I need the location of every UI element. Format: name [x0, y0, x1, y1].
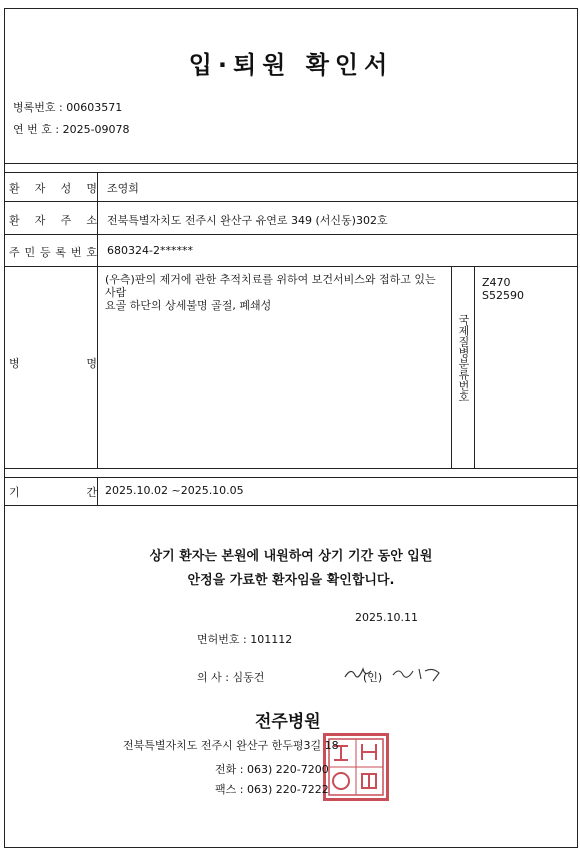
license-number-label: 면허번호 : [197, 633, 247, 646]
certification-line: 상기 환자는 본원에 내원하여 상기 기간 동안 입원 [149, 549, 433, 564]
doctor-name: 심동건 [232, 671, 265, 684]
period-value: 2025.10.02 ~2025.10.05 [105, 484, 244, 497]
doctor-label: 의 사 : [197, 671, 229, 684]
license-number-value: 101112 [250, 633, 293, 646]
divider [5, 477, 577, 478]
record-number-label: 병록번호 : [13, 101, 63, 114]
icd-code-label: 국제질병분류번호 [457, 314, 470, 402]
doctor [197, 669, 264, 685]
serial-number [13, 121, 130, 137]
period-label: 기 간 [9, 486, 97, 499]
patient-address-label: 환 자 주 소 [9, 214, 97, 227]
divider [5, 201, 577, 202]
seal-placeholder: (인) [363, 671, 383, 684]
divider [451, 266, 452, 468]
divider [474, 266, 475, 468]
divider [97, 172, 98, 468]
hospital-fax [215, 781, 329, 797]
divider [97, 477, 98, 505]
record-number-value: 00603571 [66, 101, 123, 114]
document-title: 입·퇴원 확인서 [188, 51, 394, 79]
icd-codes [482, 276, 524, 302]
serial-number-value: 2025-09078 [62, 123, 130, 136]
serial-number-label: 연 번 호 : [13, 123, 60, 136]
divider [5, 505, 577, 506]
hospital-name: 전주병원 [255, 712, 321, 732]
divider [5, 266, 577, 267]
hospital-phone [215, 761, 329, 777]
icd-code: S52590 [482, 289, 524, 302]
diagnosis-value [105, 273, 445, 312]
fax-value: 063) 220-7222 [246, 783, 329, 796]
diagnosis-line: 요골 하단의 상세불명 골절, 폐쇄성 [105, 299, 272, 312]
divider [5, 234, 577, 235]
resident-number-value: 680324-2****** [107, 244, 193, 257]
license-number [197, 631, 292, 647]
phone-value: 063) 220-7200 [246, 763, 329, 776]
confirmation-document [4, 8, 578, 848]
record-number [13, 99, 122, 115]
phone-label: 전화 : [215, 763, 244, 776]
diagnosis-label: 병 명 [9, 357, 97, 370]
diagnosis-line: (우측)판의 제거에 관한 추적치료를 위하여 보건서비스와 접하고 있는 [105, 273, 436, 286]
divider [5, 163, 577, 164]
certification-line: 안정을 가료한 환자임을 확인합니다. [187, 573, 395, 588]
fax-label: 팩스 : [215, 783, 244, 796]
icd-code: Z470 [482, 276, 511, 289]
hospital-address: 전북특별자치도 전주시 완산구 한두평3길 18 [123, 739, 339, 752]
patient-address-value: 전북특별자치도 전주시 완산구 유연로 349 (서신동)302호 [107, 214, 388, 227]
patient-name-label: 환 자 성 명 [9, 182, 97, 195]
divider [5, 468, 577, 469]
patient-name-value: 조영희 [107, 182, 139, 195]
diagnosis-line: 사람 [105, 286, 127, 299]
signature-scribble [389, 663, 449, 685]
issue-date: 2025.10.11 [355, 611, 418, 624]
resident-number-label: 주 민 등 록 번 호 [9, 246, 97, 259]
divider [5, 172, 577, 173]
